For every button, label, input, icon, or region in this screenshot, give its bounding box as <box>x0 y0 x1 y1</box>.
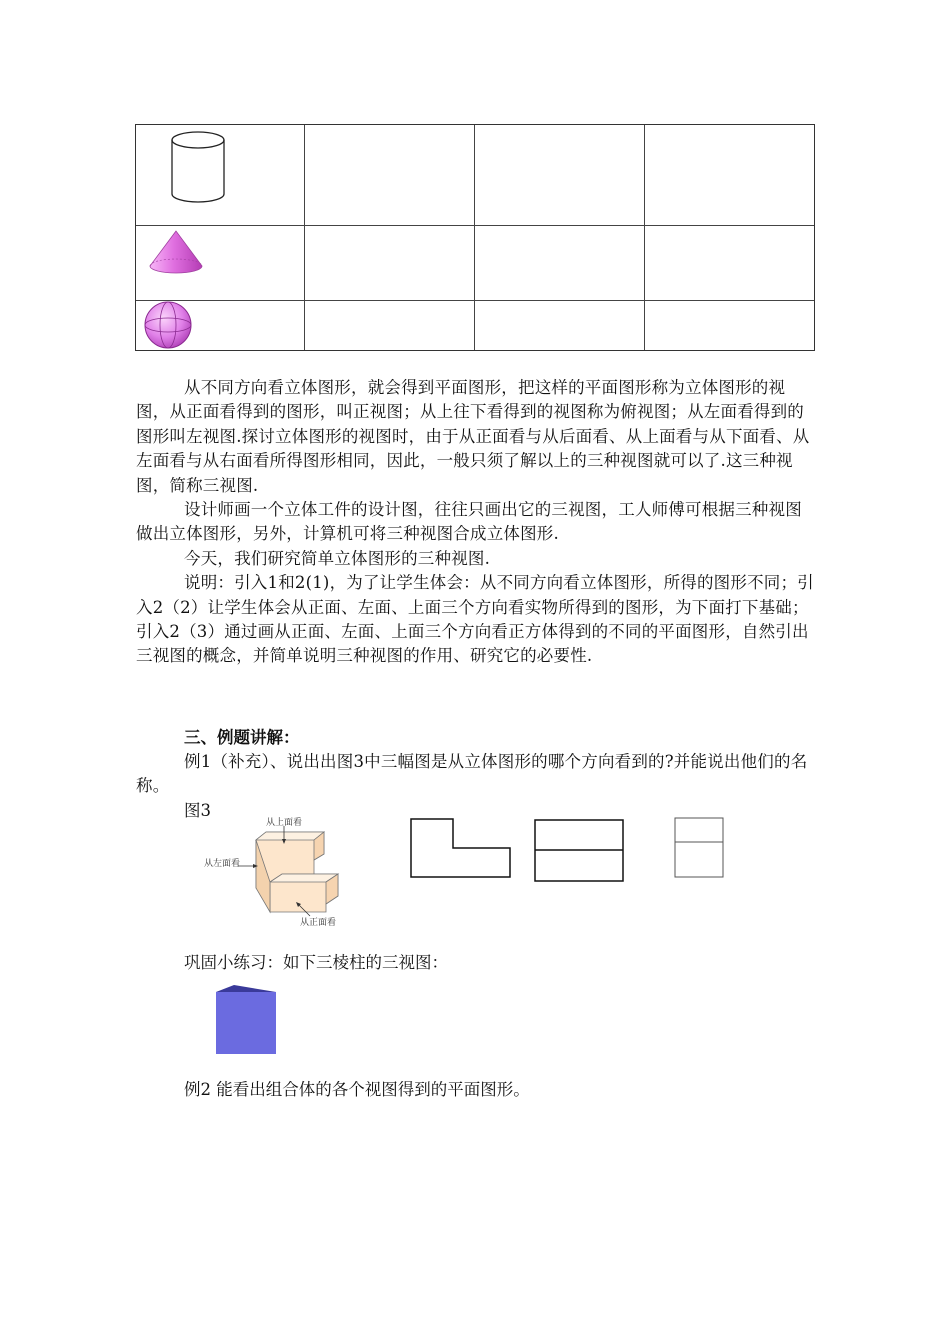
label-from-top: 从上面看 <box>266 818 303 828</box>
table-divider <box>644 125 645 350</box>
table-divider <box>474 125 475 350</box>
cone-icon <box>146 228 206 276</box>
cylinder-icon <box>168 128 230 206</box>
sphere-icon <box>140 300 198 350</box>
figure-label: 图3 <box>184 801 211 820</box>
intro-paragraph-2: 设计师画一个立体工件的设计图，往往只画出它的三视图，工人师傅可根据三种视图做出立体图形，另外，计算机可将三种视图合成立体图形. <box>136 500 802 544</box>
views-table <box>135 124 815 351</box>
label-from-front: 从正面看 <box>300 918 337 928</box>
intro-paragraph-4: 说明：引入1和2(1)，为了让学生体会：从不同方向看立体图形，所得的图形不同；引入2（2）让学生体会从正面、左面、上面三个方向看实物所得到的图形，为下面打下基础；引入2（3）通过画从正面、左面、上面三个方向看正方体得到的不同的平面图形，自然引出三视图的概念，并简单说明三种视图的作用、研究它的必要性. <box>136 573 814 666</box>
section-heading: 三、例题讲解： <box>184 728 300 747</box>
table-divider <box>304 125 305 350</box>
table-divider <box>136 225 814 226</box>
practice-text: 巩固小练习：如下三棱柱的三视图： <box>184 953 448 972</box>
label-from-left: 从左面看 <box>204 859 241 869</box>
example-2: 例2 能看出组合体的各个视图得到的平面图形。 <box>184 1080 530 1099</box>
front-view-shape <box>410 818 514 880</box>
table-divider <box>136 300 814 301</box>
example-1-text <box>136 750 816 799</box>
intro-text <box>136 376 816 669</box>
left-view-shape <box>674 817 726 879</box>
triangular-prism-figure <box>214 984 278 1056</box>
top-view-shape <box>534 819 626 883</box>
example-1: 例1（补充）、说出出图3中三幅图是从立体图形的哪个方向看到的?并能说出他们的名称。 <box>136 752 808 796</box>
intro-paragraph-1: 从不同方向看立体图形，就会得到平面图形，把这样的平面图形称为立体图形的视图，从正面看得到的图形，叫正视图；从上往下看得到的视图称为俯视图；从左面看得到的图形叫左视图.探讨立体图形的视图时，由于从正面看与从后面看、从上面看与从下面看、从左面看与从右面看所得图形相同，因此，一般只须了解以上的三种视图就可以了.这三种视图，简称三视图. <box>136 378 810 495</box>
intro-paragraph-3: 今天，我们研究简单立体图形的三种视图. <box>184 548 491 568</box>
step-block-figure <box>212 812 362 930</box>
